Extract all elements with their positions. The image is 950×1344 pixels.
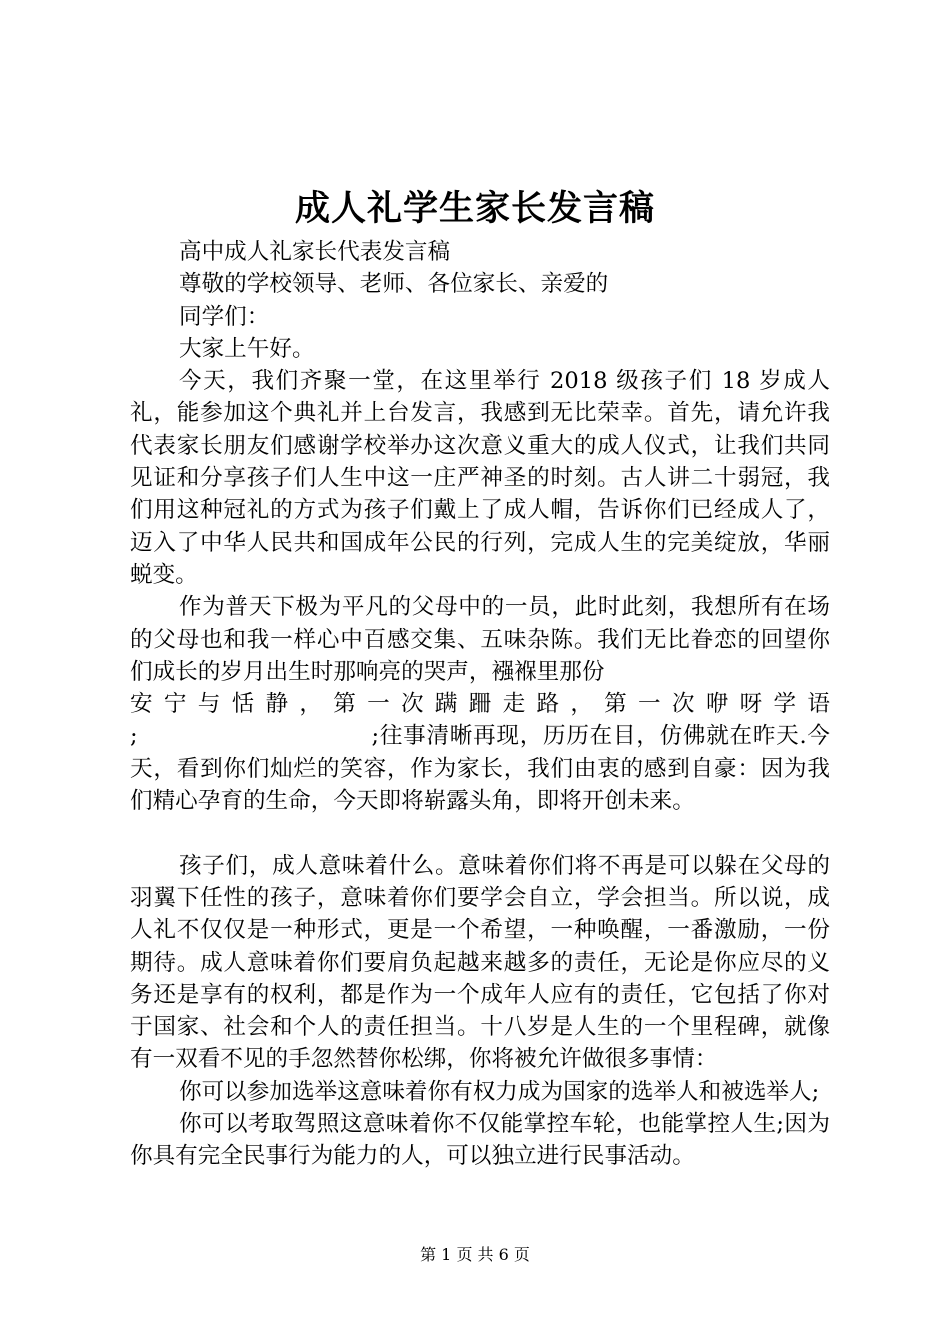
paragraph-greeting: 大家上午好。 (179, 335, 315, 362)
blank-line (130, 817, 830, 849)
document-title: 成人礼学生家长发言稿 (294, 188, 655, 229)
paragraph-body: 孩子们，成人意味着什么。意味着你们将不再是可以躲在父母的羽翼下任性的孩子，意味着你们要学会自立，学会担当。所以说，成人礼不仅仅是一种形式，更是一个希望，一种唤醒，一番激励，一份期待。成人意味着你们要肩负起越来越多的责任，无论是你应尽的义务还是享有的权利，都是作为一个成年人应有的责任，它包括了你对于国家、社会和个人的责任担当。十八岁是人生的一个里程碑，就像有一双看不见的手忽然替你松绑，你将被允许做很多事情： (130, 852, 830, 1073)
paragraph-subtitle: 高中成人礼家长代表发言稿 (179, 239, 451, 265)
paragraph-body: 你可以参加选举这意味着你有权力成为国家的选举人和被选举人; (179, 1078, 820, 1105)
paragraph-salutation-cont: 同学们： (179, 303, 270, 330)
document-body (130, 236, 830, 1173)
page-footer: 第 1 页 共 6 页 (420, 1245, 530, 1264)
paragraph-body: ; ;往事清晰再现，历历在目，仿佛就在昨天.今天，看到你们灿烂的笑容，作为家长，我们由衷的感到自豪：因为我们精心孕育的生命，今天即将崭露头角，即将开创未来。 (130, 723, 830, 815)
paragraph-body: 作为普天下极为平凡的父母中的一员，此时此刻，我想所有在场的父母也和我一样心中百感交集、五味杂陈。我们无比眷恋的回望你们成长的岁月出生时那响亮的哭声，襁褓里那份 (130, 594, 830, 685)
paragraph-body: 你可以考取驾照这意味着你不仅能掌控车轮，也能掌控人生;因为你具有完全民事行为能力的人，可以独立进行民事活动。 (130, 1111, 830, 1170)
paragraph-body: 今天，我们齐聚一堂，在这里举行 2018 级孩子们 18 岁成人礼，能参加这个典礼并上台发言，我感到无比荣幸。首先，请允许我代表家长朋友们感谢学校举办这次意义重大的成人仪式，让我们共同见证和分享孩子们人生中这一庄严神圣的时刻。古人讲二十弱冠，我们用这种冠礼的方式为孩子们戴上了成人帽，告诉你们已经成人了，迈入了中华人民共和国成年公民的行列，完成人生的完美绽放，华丽蜕变。 (130, 368, 830, 588)
paragraph-body-spread-line: 安宁与恬静，第一次蹒跚走路，第一次咿呀学语 (130, 691, 830, 718)
paragraph-salutation: 尊敬的学校领导、老师、各位家长、亲爱的 (179, 271, 609, 298)
